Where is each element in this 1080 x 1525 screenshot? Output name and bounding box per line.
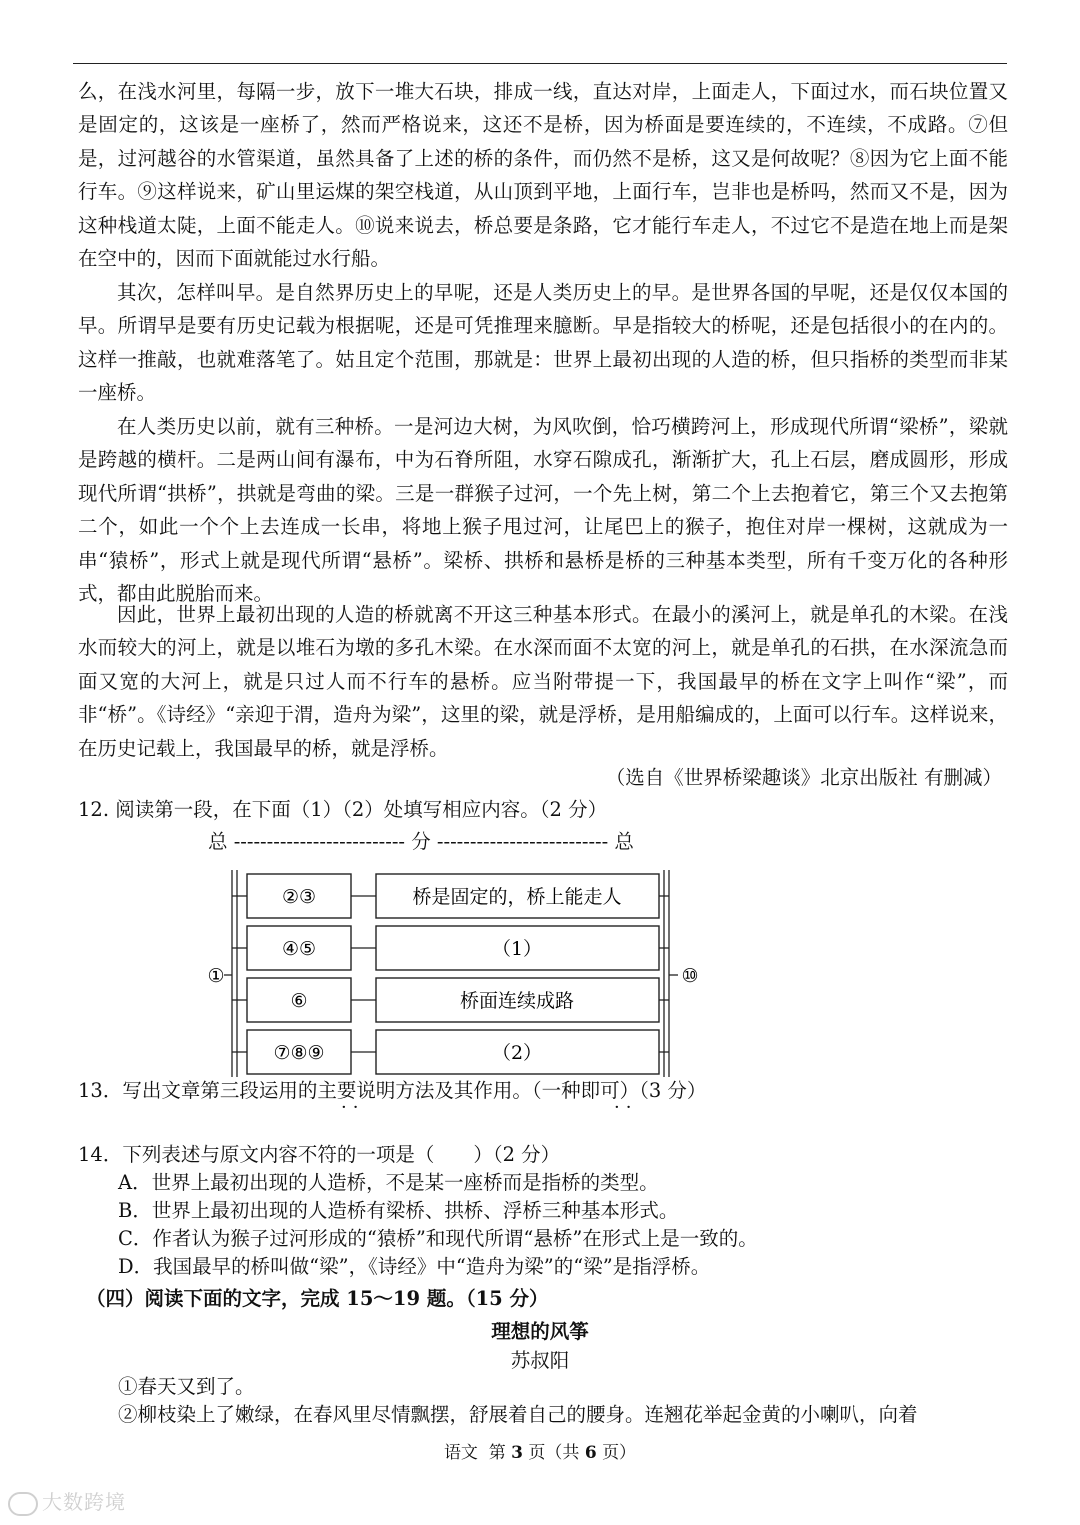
diagram-row-content: 桥是固定的，桥上能走人 <box>412 886 622 908</box>
footer-total-suffix: 页） <box>602 1443 637 1463</box>
emphasis-dots: ·· <box>614 1097 638 1118</box>
diagram-blank-1: （1） <box>491 938 543 960</box>
diagram-row-num: ⑦⑧⑨ <box>273 1042 325 1064</box>
option-a: A．世界上最初出现的人造桥，不是某一座桥而是指桥的类型。 <box>118 1171 659 1194</box>
footer-subject: 语文 <box>443 1443 478 1463</box>
emphasis-dots: ·· <box>341 1097 365 1118</box>
diagram-left-label: ① <box>207 965 225 987</box>
article-paragraph-1: ①春天又到了。 <box>118 1375 255 1398</box>
diagram-row-num: ②③ <box>281 886 317 908</box>
passage-paragraph-2: 其次，怎样叫早。是自然界历史上的早呢，还是人类历史上的早。是世界各国的早呢，还是仅仅本国的早。所谓早是要有历史记载为根据呢，还是可凭推理来臆断。早是指较大的桥呢，还是包括很小的在内的。这样一推敲，也就难落笔了。姑且定个范围，那就是：世界上最初出现的人造的桥，但只指桥的类型而非某一座桥。 <box>78 281 1008 405</box>
header-rule <box>73 63 1007 64</box>
diagram-row-num: ④⑤ <box>281 938 317 960</box>
section-4-heading: （四）阅读下面的文字，完成 15～19 题。（15 分） <box>86 1287 549 1310</box>
footer-page-prefix: 第 <box>488 1443 506 1463</box>
watermark-logo-icon <box>8 1492 38 1516</box>
footer-total-pages: 6 <box>584 1443 597 1463</box>
watermark <box>8 1486 126 1516</box>
option-c: C．作者认为猴子过河形成的“猿桥”和现代所谓“悬桥”在形式上是一致的。 <box>118 1227 758 1250</box>
diagram-right-label: ⑩ <box>681 965 699 987</box>
structure-line: 总 -------------------------- 分 -------------------------- 总 <box>208 830 634 853</box>
diagram-row-content: 桥面连续成路 <box>459 990 575 1012</box>
footer-page-suffix: 页（共 <box>528 1443 580 1463</box>
diagram-blank-2: （2） <box>491 1042 543 1064</box>
option-d: D．我国最早的桥叫做“梁”，《诗经》中“造舟为梁”的“梁”是指浮桥。 <box>118 1255 711 1278</box>
passage-paragraph-4: 因此，世界上最初出现的人造的桥就离不开这三种基本形式。在最小的溪河上，就是单孔的木梁。在浅水而较大的河上，就是以堆石为墩的多孔木梁。在水深而面不太宽的河上，就是单孔的石拱，在水深流急而面又宽的大河上，就是只过人而不行车的悬桥。应当附带提一下，我国最早的桥在文字上叫作“梁”，而非“桥”。《诗经》“亲迎于渭，造舟为梁”，这里的梁，就是浮桥，是用船编成的，上面可以行车。这样说来，在历史记载上，我国最早的桥，就是浮桥。 <box>78 603 1008 760</box>
question-13-stem: 13．写出文章第三段运用的主要说明方法及其作用。（一种即可）（3 分） <box>78 1079 707 1102</box>
article-title: 理想的风筝 <box>491 1320 589 1343</box>
page-footer <box>0 1438 1080 1463</box>
footer-page-number: 3 <box>511 1443 523 1463</box>
question-12-stem: 12. 阅读第一段，在下面（1）（2）处填写相应内容。（2 分） <box>78 798 608 821</box>
watermark-text: 大数跨境 <box>42 1490 126 1514</box>
article-paragraph-2: ②柳枝染上了嫩绿，在春风里尽情飘摆，舒展着自己的腰身。连翘花举起金黄的小喇叭，向着 <box>118 1403 918 1426</box>
article-author: 苏叔阳 <box>510 1349 570 1372</box>
passage-paragraph-3: 在人类历史以前，就有三种桥。一是河边大树，为风吹倒，恰巧横跨河上，形成现代所谓“梁桥”，梁就是跨越的横杆。二是两山间有瀑布，中为石脊所阻，水穿石隙成孔，渐渐扩大，孔上石层，磨成圆形，形成现代所谓“拱桥”，拱就是弯曲的梁。三是一群猴子过河，一个先上树，第二个上去抱着它，第三个又去抱第二个，如此一个个上去连成一长串，将地上猴子甩过河，让尾巴上的猴子，抱住对岸一棵树，这就成为一串“猿桥”，形式上就是现代所谓“悬桥”。梁桥、拱桥和悬桥是桥的三种基本类型，所有千变万化的各种形式，都由此脱胎而来。 <box>78 415 1008 606</box>
diagram-row-num: ⑥ <box>290 990 308 1012</box>
question-14-stem: 14．下列表述与原文内容不符的一项是（ ）（2 分） <box>78 1143 561 1166</box>
option-b: B．世界上最初出现的人造桥有梁桥、拱桥、浮桥三种基本形式。 <box>118 1199 679 1222</box>
passage-paragraph-1: 么，在浅水河里，每隔一步，放下一堆大石块，排成一线，直达对岸，上面走人，下面过水，而石块位置又是固定的，这该是一座桥了，然而严格说来，这还不是桥，因为桥面是要连续的，不连续，不成路。⑦但是，过河越谷的水管渠道，虽然具备了上述的桥的条件，而仍然不是桥，这又是何故呢？⑧因为它上面不能行车。⑨这样说来，矿山里运煤的架空栈道，从山顶到平地，上面行车，岂非也是桥吗，然而又不是，因为这种栈道太陡，上面不能走人。⑩说来说去，桥总要是条路，它才能行车走人，不过它不是造在地上而是架在空中的，因而下面就能过水行船。 <box>78 80 1008 271</box>
passage-source: （选自《世界桥梁趣谈》北京出版社 有删减） <box>605 766 1002 789</box>
